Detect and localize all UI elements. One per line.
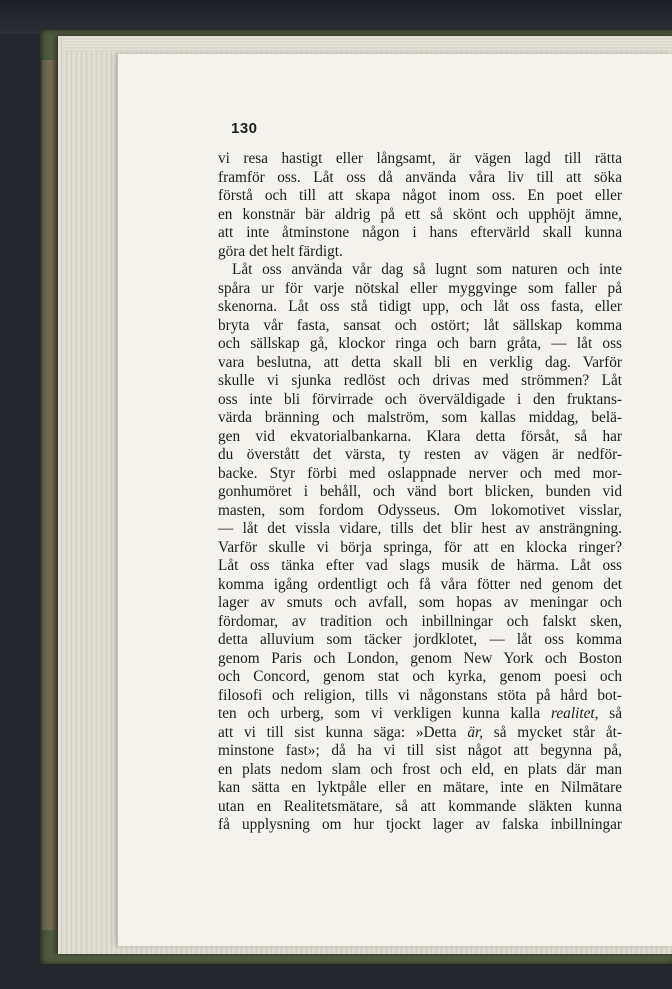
text-line: vi resa hastigt eller långsamt, är vägen lagd till rätta (218, 150, 622, 167)
text-line: oss inte bli förvirrade och överväldigade i den fruktans- (218, 390, 622, 408)
text-line: framför oss. Låt oss då använda våra liv till att söka (218, 168, 622, 186)
italic-word: är, (467, 723, 484, 741)
text-line: skenorna. Låt oss stå tidigt upp, och låt oss fasta, eller (218, 298, 622, 315)
text-line (218, 724, 622, 743)
text-line: och sällskap gå, klockor ringa och barn gråta, — låt oss (218, 335, 622, 352)
text-line (218, 705, 622, 724)
text-segment: så (598, 705, 622, 722)
text-line: filosofi och religion, tills vi någonstans stöta på hård bot- (218, 686, 622, 704)
text-line: komma igång ordentligt och få våra fötter ned genom det (218, 575, 622, 593)
text-line: backe. Styr förbi med oslappnade nerver och med mor- (218, 464, 622, 482)
text-line: få upplysning om hur tjockt lager av falska inbillningar (218, 816, 622, 833)
text-line: Varför skulle vi börja springa, för att en klocka ringer? (218, 538, 622, 556)
text-line: detta alluvium som täcker jordklotet, — låt oss komma (218, 631, 622, 648)
text-line: fördomar, av tradition och inbillningar och falskt sken, (218, 612, 622, 630)
text-line: du överstått det värsta, ty resten av vägen är nedför- (218, 446, 622, 463)
scan-background-top (0, 0, 672, 34)
text-line: vara beslutna, att detta skall bli en verklig dag. Varför (218, 353, 622, 371)
page-stack-top-edge (62, 36, 672, 52)
text-line: minstone fast»; då ha vi till sist något att begynna på, (218, 742, 622, 759)
text-line: värda bränning och malström, som kallas middag, belä- (218, 409, 622, 426)
body-text (218, 150, 622, 835)
text-line: bryta vår fasta, sansat och ostört; låt sällskap komma (218, 316, 622, 334)
text-line: gonhumöret i behåll, och vänd bort blicken, bunden vid (218, 483, 622, 500)
text-line: en plats nedom slam och frost och eld, en plats där man (218, 760, 622, 778)
italic-word: realitet, (551, 705, 599, 722)
text-line: en konstnär bär aldrig på ett så skönt och upphöjt ämne, (218, 205, 622, 223)
text-line: gen vid ekvatorialbankarna. Klara detta försåt, så har (218, 427, 622, 445)
text-line: förstå och till att skapa något inom oss. En poet eller (218, 187, 622, 204)
text-line: och Concord, genom stat och kyrka, genom poesi och (218, 668, 622, 685)
text-line: göra det helt färdigt. (218, 242, 343, 260)
text-line: masten, som fordom Odysseus. Om lokomotivet visslar, (218, 501, 622, 519)
text-segment: att vi till sist kunna säga: »Detta (218, 723, 468, 741)
text-line: kan sätta en lyktpåle eller en mätare, inte en Nilmätare (218, 779, 622, 796)
text-line: Låt oss använda vår dag så lugnt som naturen och inte (232, 261, 622, 278)
page-number: 130 (231, 120, 258, 137)
text-line: lager av smuts och avfall, som hopas av meningar och (218, 594, 622, 611)
text-segment: ten och urberg, som vi verkligen kunna kalla (218, 705, 551, 722)
text-line: Låt oss tänka efter vad slags musik de härma. Låt oss (218, 557, 622, 574)
text-line: utan en Realitetsmätare, så att kommande släkten kunna (218, 797, 622, 815)
text-line: att inte åtminstone någon i hans eftervärld skall kunna (218, 224, 622, 241)
text-line: skulle vi sjunka redlöst och drivas med strömmen? Låt (218, 372, 622, 389)
text-line: — låt det vissla vidare, tills det blir hest av ansträngning. (218, 520, 622, 537)
text-line: spåra ur för varje nötskal eller myggvinge som faller på (218, 279, 622, 297)
text-line: genom Paris och London, genom New York och Boston (218, 649, 622, 667)
text-segment: så mycket står åt- (483, 723, 622, 741)
